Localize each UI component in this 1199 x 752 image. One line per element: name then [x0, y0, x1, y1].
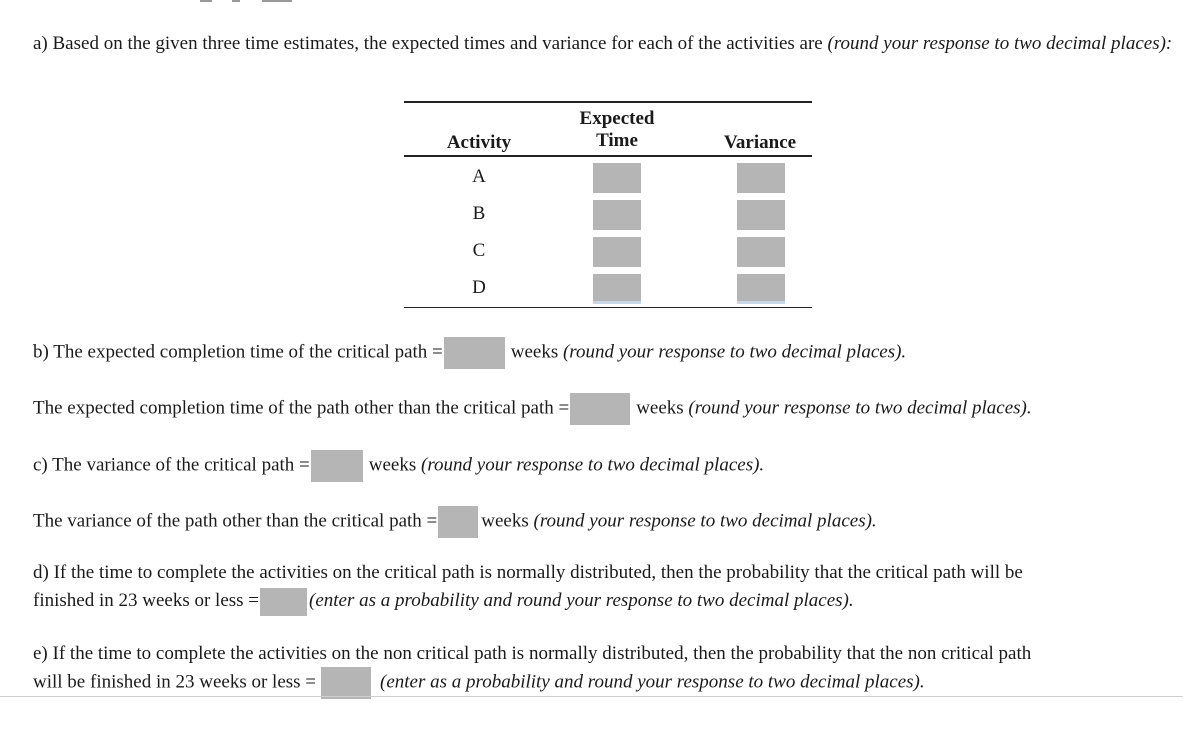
part-d-line1: d) If the time to complete the activities on the critical path is normally distributed, then the probability that the critical path will be — [33, 562, 1023, 583]
critical-path-variance-input[interactable] — [311, 450, 363, 482]
part-c-note: (round your response to two decimal places). — [421, 454, 765, 476]
part-c-unit2: weeks — [481, 510, 529, 532]
part-b-line2 — [33, 393, 1032, 425]
activity-cell: B — [472, 203, 486, 224]
part-e-line1: e) If the time to complete the activities on the non critical path is normally distributed, then the probability that the non critical path — [33, 643, 1032, 664]
expected-time-input-d[interactable] — [593, 274, 641, 304]
part-b-critical-label: b) The expected completion time of the critical path = — [33, 341, 443, 363]
table-top-rule — [404, 101, 812, 103]
part-c-noncritical-label: The variance of the path other than the critical path = — [33, 510, 438, 532]
header-expected-time — [564, 108, 670, 152]
expected-time-input-b[interactable] — [593, 200, 641, 230]
table-row — [404, 271, 812, 307]
part-b-unit2: weeks — [636, 397, 684, 419]
part-e-note: (enter as a probability and round your response to two decimal places). — [380, 671, 925, 693]
expected-time-input-c[interactable] — [593, 237, 641, 267]
part-b-note: (round your response to two decimal places). — [562, 341, 907, 363]
variance-input-c[interactable] — [737, 237, 785, 267]
critical-path-time-input[interactable] — [444, 337, 505, 369]
part-b-noncritical-label: The expected completion time of the path other than the critical path = — [33, 397, 570, 419]
table-row — [404, 160, 812, 196]
part-a-question — [33, 32, 1173, 56]
part-d-note: (enter as a probability and round your response to two decimal places). — [309, 590, 854, 611]
part-a-text: a) Based on the given three time estimates, the expected times and variance for each of the activities are — [33, 33, 828, 54]
bottom-divider — [0, 696, 1183, 697]
table-header-rule — [404, 155, 812, 157]
noncritical-probability-input[interactable] — [321, 667, 371, 699]
header-variance: Variance — [723, 132, 797, 153]
part-e-label: will be finished in 23 weeks or less = — [33, 671, 317, 693]
part-b-unit: weeks — [510, 341, 559, 363]
table-bottom-rule — [404, 307, 812, 308]
part-b-note2: (round your response to two decimal places). — [688, 397, 1032, 419]
part-c-unit: weeks — [368, 454, 417, 476]
activity-cell: D — [472, 277, 486, 298]
variance-input-b[interactable] — [737, 200, 785, 230]
table-row — [404, 197, 812, 233]
part-c-line1 — [33, 450, 764, 482]
part-c-note2: (round your response to two decimal places). — [533, 510, 877, 532]
activity-cell: A — [472, 166, 486, 187]
cropped-text-remnant — [0, 0, 1199, 4]
part-d-line2 — [33, 587, 854, 616]
part-d-label: finished in 23 weeks or less = — [33, 590, 260, 611]
noncritical-path-variance-input[interactable] — [438, 506, 478, 538]
part-a-note: (round your response to two decimal places): — [827, 33, 1173, 54]
critical-probability-input[interactable] — [260, 588, 307, 616]
part-c-line2 — [33, 506, 877, 538]
noncritical-path-time-input[interactable] — [570, 393, 630, 425]
part-e-line2 — [33, 667, 925, 699]
table-row — [404, 234, 812, 270]
part-b-line1 — [33, 337, 906, 369]
header-expected-line2: Time — [596, 130, 638, 151]
activity-cell: C — [472, 240, 486, 261]
part-c-critical-label: c) The variance of the critical path = — [33, 454, 310, 476]
header-expected-line1: Expected — [579, 108, 655, 129]
variance-input-a[interactable] — [737, 163, 785, 193]
variance-input-d[interactable] — [737, 274, 785, 304]
header-activity: Activity — [446, 132, 512, 153]
expected-time-input-a[interactable] — [593, 163, 641, 193]
